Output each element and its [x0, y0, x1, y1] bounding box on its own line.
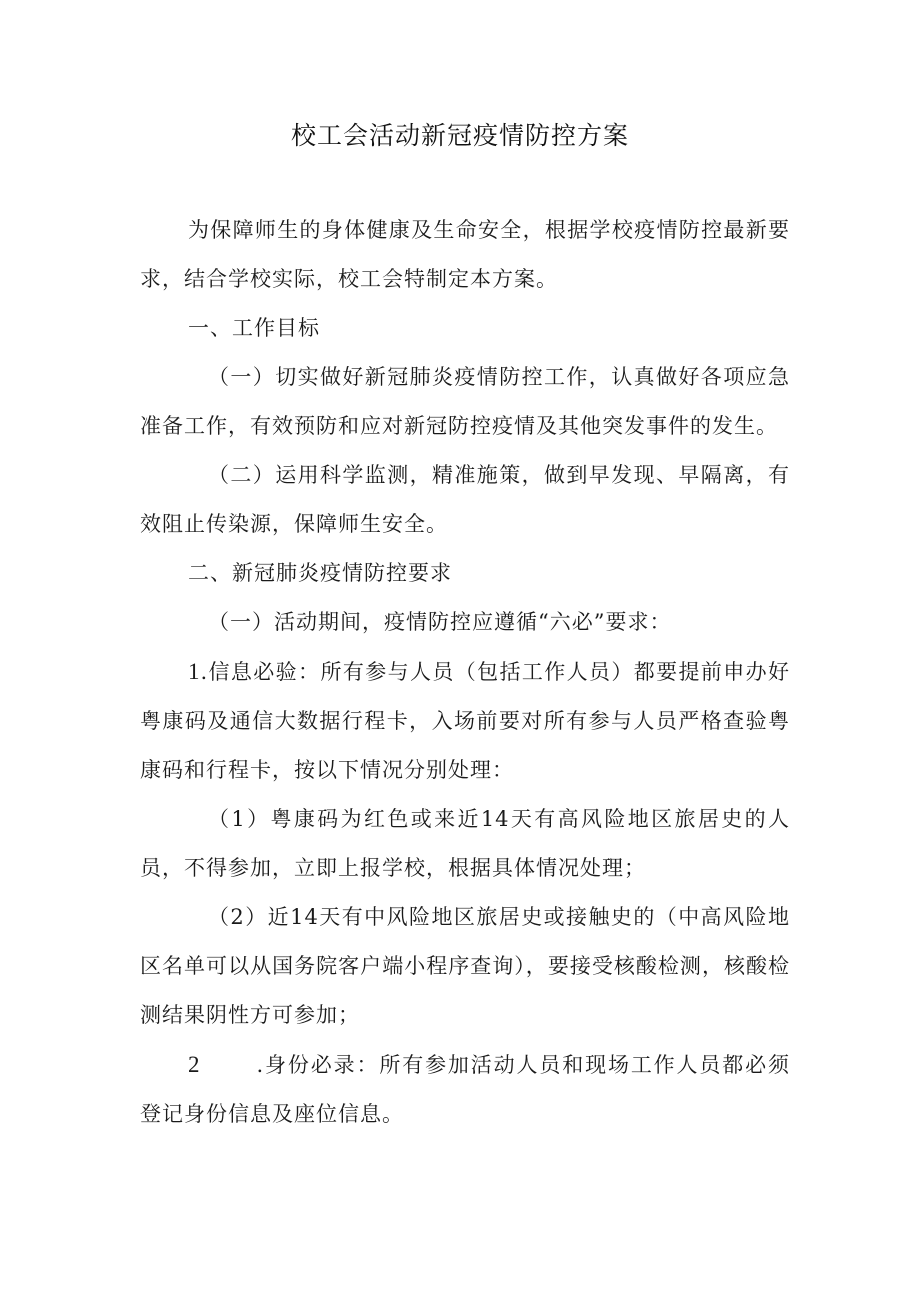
paragraph-case-1: （1）粤康码为红色或来近14天有高风险地区旅居史的人员，不得参加，立即上报学校，根据具体情况处理； [140, 807, 790, 880]
item-text: .身份必录：所有参加活动人员和现场工作人员都必须登记身份信息及座位信息。 [140, 1053, 790, 1126]
paragraph-case-2: （2）近14天有中风险地区旅居史或接触史的（中高风险地区名单可以从国务院客户端小程序查询），要接受核酸检测，核酸检测结果阴性方可参加； [140, 905, 790, 1027]
paragraph-goal-2: （二）运用科学监测，精准施策，做到早发现、早隔离，有效阻止传染源，保障师生安全。 [140, 463, 790, 536]
paragraph-identity-record [140, 1040, 790, 1139]
item-number: 1 [188, 659, 201, 684]
document-body [140, 206, 790, 1139]
item-text: .信息必验：所有参与人员（包括工作人员）都要提前申办好粤康码及通信大数据行程卡，入场前要对所有参与人员严格查验粤康码和行程卡，按以下情况分别处理： [140, 660, 790, 782]
heading-prevention-requirements: 二、新冠肺炎疫情防控要求 [188, 561, 452, 585]
paragraph-intro: 为保障师生的身体健康及生命安全，根据学校疫情防控最新要求，结合学校实际，校工会特制定本方案。 [140, 218, 790, 291]
paragraph-six-musts: （一）活动期间，疫情防控应遵循“六必”要求： [208, 610, 672, 634]
document-title: 校工会活动新冠疫情防控方案 [290, 121, 629, 150]
paragraph-info-check [140, 647, 790, 795]
item-number: 2 [188, 1052, 201, 1077]
paragraph-goal-1: （一）切实做好新冠肺炎疫情防控工作，认真做好各项应急准备工作，有效预防和应对新冠防控疫情及其他突发事件的发生。 [140, 365, 790, 438]
heading-work-goals: 一、工作目标 [188, 316, 320, 340]
